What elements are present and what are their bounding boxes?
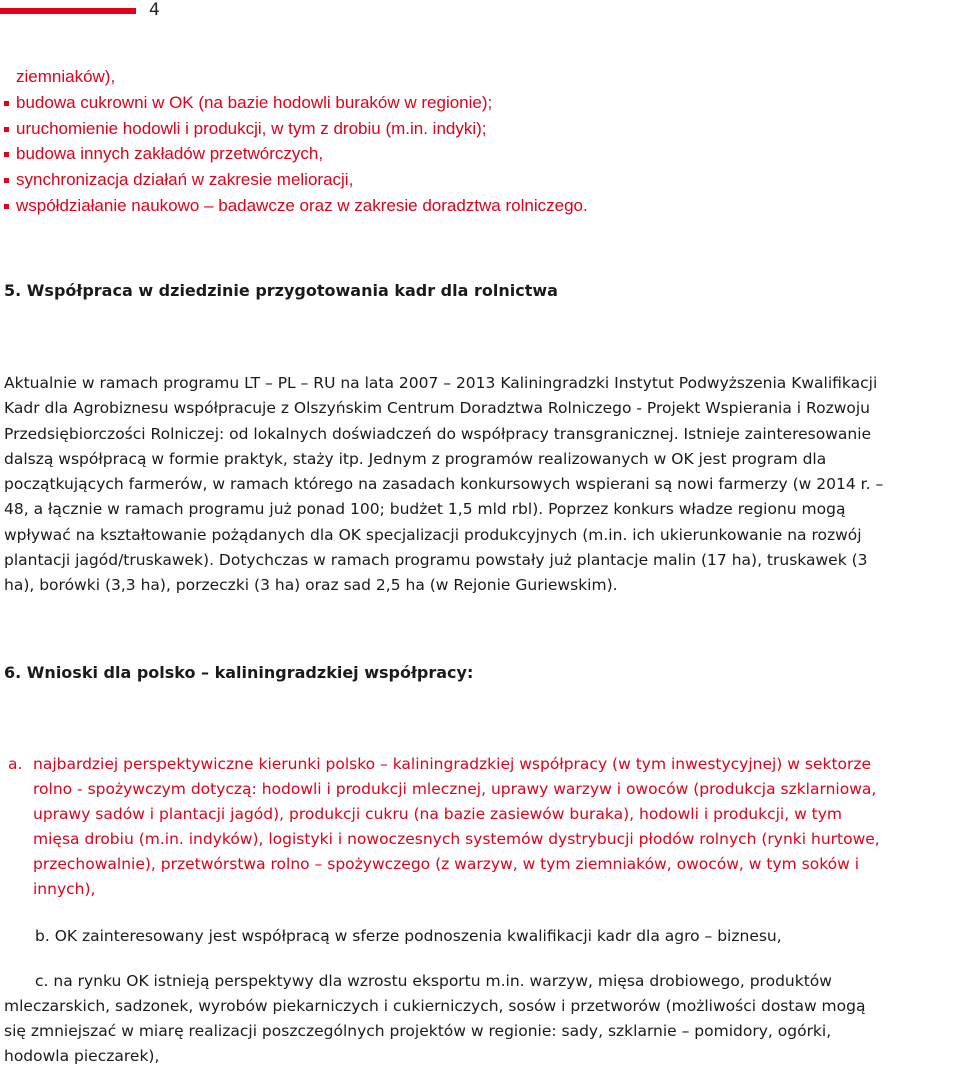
red-bullet-list [0, 64, 588, 219]
item-a-text [33, 752, 960, 902]
paragraph-line: Kadr dla Agrobiznesu współpracuje z Olszyńskim Centrum Doradztwa Rolniczego - Projekt Wspierania i Rozwoju [4, 399, 871, 418]
paragraph-line: Przedsiębiorczości Rolniczej: od lokalnych doświadczeń do współpracy transgranicznej. Istnieje zainteresowanie [4, 424, 872, 443]
page-header [0, 0, 960, 30]
paragraph-line: ha), borówki (3,3 ha), porzeczki (3 ha) oraz sad 2,5 ha (w Rejonie Guriewskim). [4, 576, 618, 595]
list-item: synchronizacja działań w zakresie melioracji, [0, 167, 588, 193]
conclusion-item-b: b. OK zainteresowany jest współpracą w sferze podnoszenia kwalifikacji kadr dla agro – biznesu, [35, 927, 782, 945]
list-item: uruchomienie hodowli i produkcji, w tym z drobiu (m.in. indyki); [0, 116, 588, 142]
section-5-heading: 5. Współpraca w dziedzinie przygotowania kadr dla rolnictwa [4, 281, 558, 300]
item-line: rolno - spożywczym dotyczą: hodowli i produkcji mlecznej, uprawy warzyw i owoców (produkcja szklarniowa, [33, 780, 877, 798]
item-line: mleczarskich, sadzonek, wyrobów piekarniczych i cukierniczych, sosów i przetworów (możliwości dostaw mogą [4, 997, 866, 1015]
conclusion-item-c [4, 969, 959, 1069]
item-marker: a. [8, 755, 23, 773]
item-line: c. na rynku OK istnieją perspektywy dla wzrostu eksportu m.in. warzyw, mięsa drobiowego, produktów [35, 972, 832, 990]
item-line: najbardziej perspektywiczne kierunki polsko – kaliningradzkiej współpracy (w tym inwestycyjnej) w sektorze [33, 755, 872, 773]
square-bullet-icon [4, 101, 9, 106]
paragraph-line: początkujących farmerów, w ramach którego na zasadach konkursowych wspierani są nowi farmerzy (w 2014 r. – [4, 475, 884, 494]
item-line: się zmniejszać w miarę realizacji poszczególnych projektów w regionie: sady, szklarnie – pomidory, ogórki, [4, 1022, 832, 1040]
page-number: 4 [149, 0, 160, 20]
square-bullet-icon [4, 178, 9, 183]
section-6-heading: 6. Wnioski dla polsko – kaliningradzkiej współpracy: [4, 663, 474, 682]
item-line: przechowalnie), przetwórstwa rolno – spożywczego (z warzyw, w tym ziemniaków, owoców, w tym soków i [33, 855, 860, 873]
list-continuation: ziemniaków), [16, 67, 116, 86]
paragraph-line: plantacji jagód/truskawek). Dotychczas w ramach programu powstały już plantacje malin (17 ha), truskawek (3 [4, 551, 868, 570]
section-5-paragraph [4, 371, 959, 599]
paragraph-line: Aktualnie w ramach programu LT – PL – RU na lata 2007 – 2013 Kaliningradzki Instytut Podwyższenia Kwalifikacji [4, 374, 878, 392]
header-red-bar [0, 8, 136, 14]
square-bullet-icon [4, 127, 9, 132]
paragraph-line: 48, a łącznie w ramach programu już ponad 100; budżet 1,5 mld rbl). Poprzez konkurs władze regionu mogą [4, 500, 846, 519]
list-item: budowa cukrowni w OK (na bazie hodowli buraków w regionie); [0, 90, 588, 116]
square-bullet-icon [4, 152, 9, 157]
paragraph-line: wpływać na kształtowanie pożądanych dla OK specjalizacji produkcyjnych (m.in. ich ukierunkowanie na rozwój [4, 525, 862, 544]
list-item: budowa innych zakładów przetwórczych, [0, 141, 588, 167]
item-line: mięsa drobiu (m.in. indyków), logistyki i nowoczesnych systemów dystrybucji płodów rolnych (rynki hurtowe, [33, 830, 880, 848]
list-item: współdziałanie naukowo – badawcze oraz w zakresie doradztwa rolniczego. [0, 193, 588, 219]
paragraph-line: dalszą współpracą w formie praktyk, staży itp. Jednym z programów realizowanych w OK jest program dla [4, 449, 827, 468]
square-bullet-icon [4, 204, 9, 209]
item-line: innych), [33, 880, 96, 898]
item-line: hodowla pieczarek), [4, 1047, 160, 1065]
item-line: uprawy sadów i plantacji jagód), produkcji cukru (na bazie zasiewów buraka), hodowli i produkcji, w tym [33, 805, 843, 823]
